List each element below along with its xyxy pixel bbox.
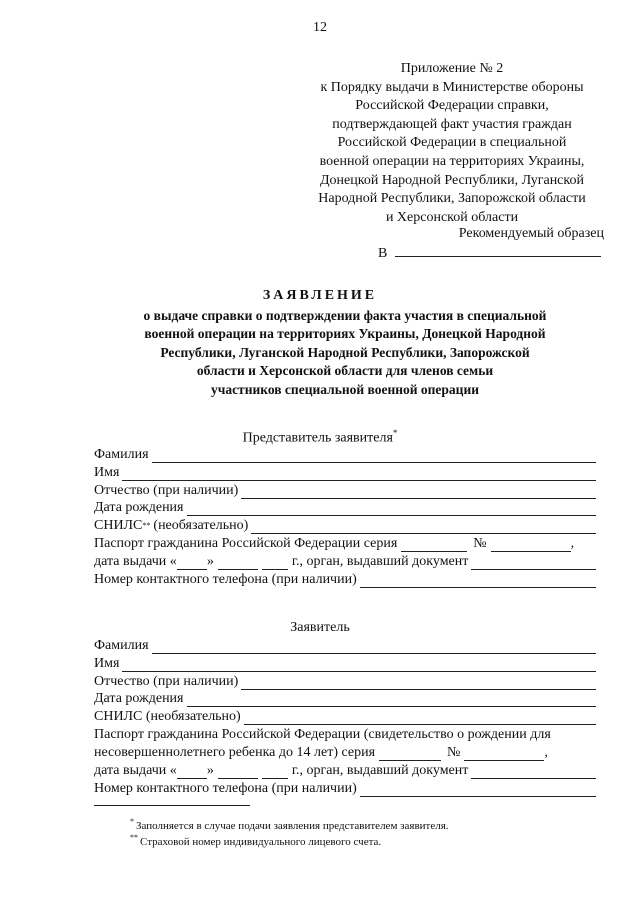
rep-issue-quote: » [206, 554, 214, 569]
rep-surname-label: Фамилия [94, 447, 149, 462]
rep-surname-row [94, 447, 596, 463]
app-passport-number-label: № [447, 745, 461, 760]
footnote-mark: ** [130, 833, 138, 842]
document-title: ЗАЯВЛЕНИЕ [262, 288, 378, 303]
rep-passport-series-field[interactable] [401, 539, 467, 552]
app-issue-row [94, 763, 596, 779]
app-birthdate-label: Дата рождения [94, 691, 184, 706]
app-issue-authority-field[interactable] [471, 766, 596, 779]
app-issue-quote: » [206, 763, 214, 778]
app-phone-field[interactable] [360, 784, 596, 797]
app-passport-series-field[interactable] [379, 748, 441, 761]
app-patronymic-row [94, 674, 596, 690]
appendix-title: Приложение № 2 [400, 61, 504, 76]
subtitle-line: участников специальной военной операции [210, 381, 480, 397]
subtitle-line: Республики, Луганской Народной Республики, Запорожской [160, 344, 530, 360]
app-birthdate-row [94, 691, 596, 707]
footnote-mark: * [130, 817, 134, 826]
rep-patronymic-label: Отчество (при наличии) [94, 483, 239, 498]
app-issue-authority-label: г., орган, выдавший документ [291, 763, 469, 778]
rep-name-field[interactable] [122, 468, 596, 481]
footnote-mark: * [392, 428, 398, 438]
rep-birthdate-row [94, 500, 596, 516]
app-surname-field[interactable] [152, 641, 596, 654]
subtitle-line: области и Херсонской области для членов семьи [196, 363, 494, 379]
appendix-line: Российской Федерации справки, [355, 98, 549, 114]
app-snils-row [94, 709, 596, 725]
rep-passport-row [94, 536, 596, 552]
app-issue-label: дата выдачи « [94, 763, 177, 778]
appendix-block [300, 60, 604, 227]
addressee-field[interactable] [395, 244, 601, 257]
addressee-line [378, 244, 601, 262]
rep-snils-row [94, 518, 596, 534]
app-name-row [94, 656, 596, 672]
rep-issue-authority-label: г., орган, выдавший документ [291, 554, 469, 569]
app-snils-label: СНИЛС (необязательно) [94, 709, 241, 724]
document-subtitle [100, 307, 590, 399]
app-issue-month-field[interactable] [218, 766, 258, 779]
rep-birthdate-field[interactable] [187, 503, 597, 516]
rep-issue-row [94, 554, 596, 570]
app-surname-label: Фамилия [94, 638, 149, 653]
app-snils-field[interactable] [244, 712, 596, 725]
subtitle-line: военной операции на территориях Украины, Донецкой Народной [144, 326, 546, 342]
applicant-heading: Заявитель [290, 620, 350, 635]
app-passport-label: несовершеннолетнего ребенка до 14 лет) серия [94, 745, 376, 760]
recommended-sample-label: Рекомендуемый образец [458, 226, 604, 241]
rep-snils-label: СНИЛС [94, 518, 143, 533]
rep-issue-month-field[interactable] [218, 557, 258, 570]
app-passport-line1: Паспорт гражданина Российской Федерации (свидетельство о рождении для [94, 727, 551, 742]
app-passport-row [94, 745, 596, 761]
footnote-mark: ** [142, 521, 151, 530]
footnote-2 [130, 833, 381, 848]
app-issue-day-field[interactable] [177, 766, 207, 779]
rep-patronymic-field[interactable] [241, 486, 596, 499]
subtitle-line: о выдаче справки о подтверждении факта участия в специальной [143, 308, 547, 323]
appendix-line: и Херсонской области [385, 209, 519, 225]
rep-surname-field[interactable] [152, 450, 596, 463]
rep-name-row [94, 465, 596, 481]
appendix-line: Российской Федерации в специальной [337, 135, 567, 151]
app-birthdate-field[interactable] [187, 694, 597, 707]
app-patronymic-field[interactable] [241, 677, 596, 690]
footnote-text: Страховой номер индивидуального лицевого счета. [140, 835, 382, 848]
rep-issue-day-field[interactable] [177, 557, 207, 570]
rep-issue-authority-field[interactable] [471, 557, 596, 570]
footnote-1 [130, 817, 449, 832]
appendix-line: к Порядку выдачи в Министерстве обороны [320, 79, 584, 95]
rep-passport-number-field[interactable] [491, 539, 571, 552]
rep-phone-label: Номер контактного телефона (при наличии) [94, 572, 357, 587]
app-name-field[interactable] [122, 659, 596, 672]
rep-birthdate-label: Дата рождения [94, 500, 184, 515]
rep-name-label: Имя [94, 465, 120, 480]
page-number: 12 [313, 20, 327, 35]
rep-phone-row [94, 572, 596, 588]
separator-comma: , [570, 536, 575, 551]
addressee-label: В [378, 246, 388, 261]
appendix-line: Народной Республики, Запорожской области [318, 191, 586, 207]
rep-snils-field[interactable] [251, 521, 596, 534]
rep-passport-number-label: № [473, 536, 487, 551]
representative-heading [0, 428, 640, 447]
rep-patronymic-row [94, 483, 596, 499]
rep-phone-field[interactable] [360, 575, 596, 588]
appendix-line: военной операции на территориях Украины, [319, 153, 585, 169]
separator-comma: , [544, 745, 548, 760]
appendix-line: Донецкой Народной Республики, Луганской [320, 172, 584, 188]
app-surname-row [94, 638, 596, 654]
app-phone-row [94, 781, 596, 797]
app-patronymic-label: Отчество (при наличии) [94, 674, 239, 689]
rep-issue-label: дата выдачи « [94, 554, 177, 569]
rep-snils-note: (необязательно) [153, 518, 249, 533]
app-phone-label: Номер контактного телефона (при наличии) [94, 781, 357, 796]
app-passport-number-field[interactable] [464, 748, 544, 761]
rep-passport-label: Паспорт гражданина Российской Федерации серия [94, 536, 398, 551]
representative-heading-text: Представитель заявителя [242, 430, 393, 446]
app-name-label: Имя [94, 656, 120, 671]
app-issue-year-field[interactable] [262, 766, 288, 779]
footnote-text: Заполняется в случае подачи заявления представителем заявителя. [136, 819, 449, 832]
rep-issue-year-field[interactable] [262, 557, 288, 570]
appendix-line: подтверждающей факт участия граждан [332, 116, 572, 132]
footnote-divider [94, 805, 250, 806]
